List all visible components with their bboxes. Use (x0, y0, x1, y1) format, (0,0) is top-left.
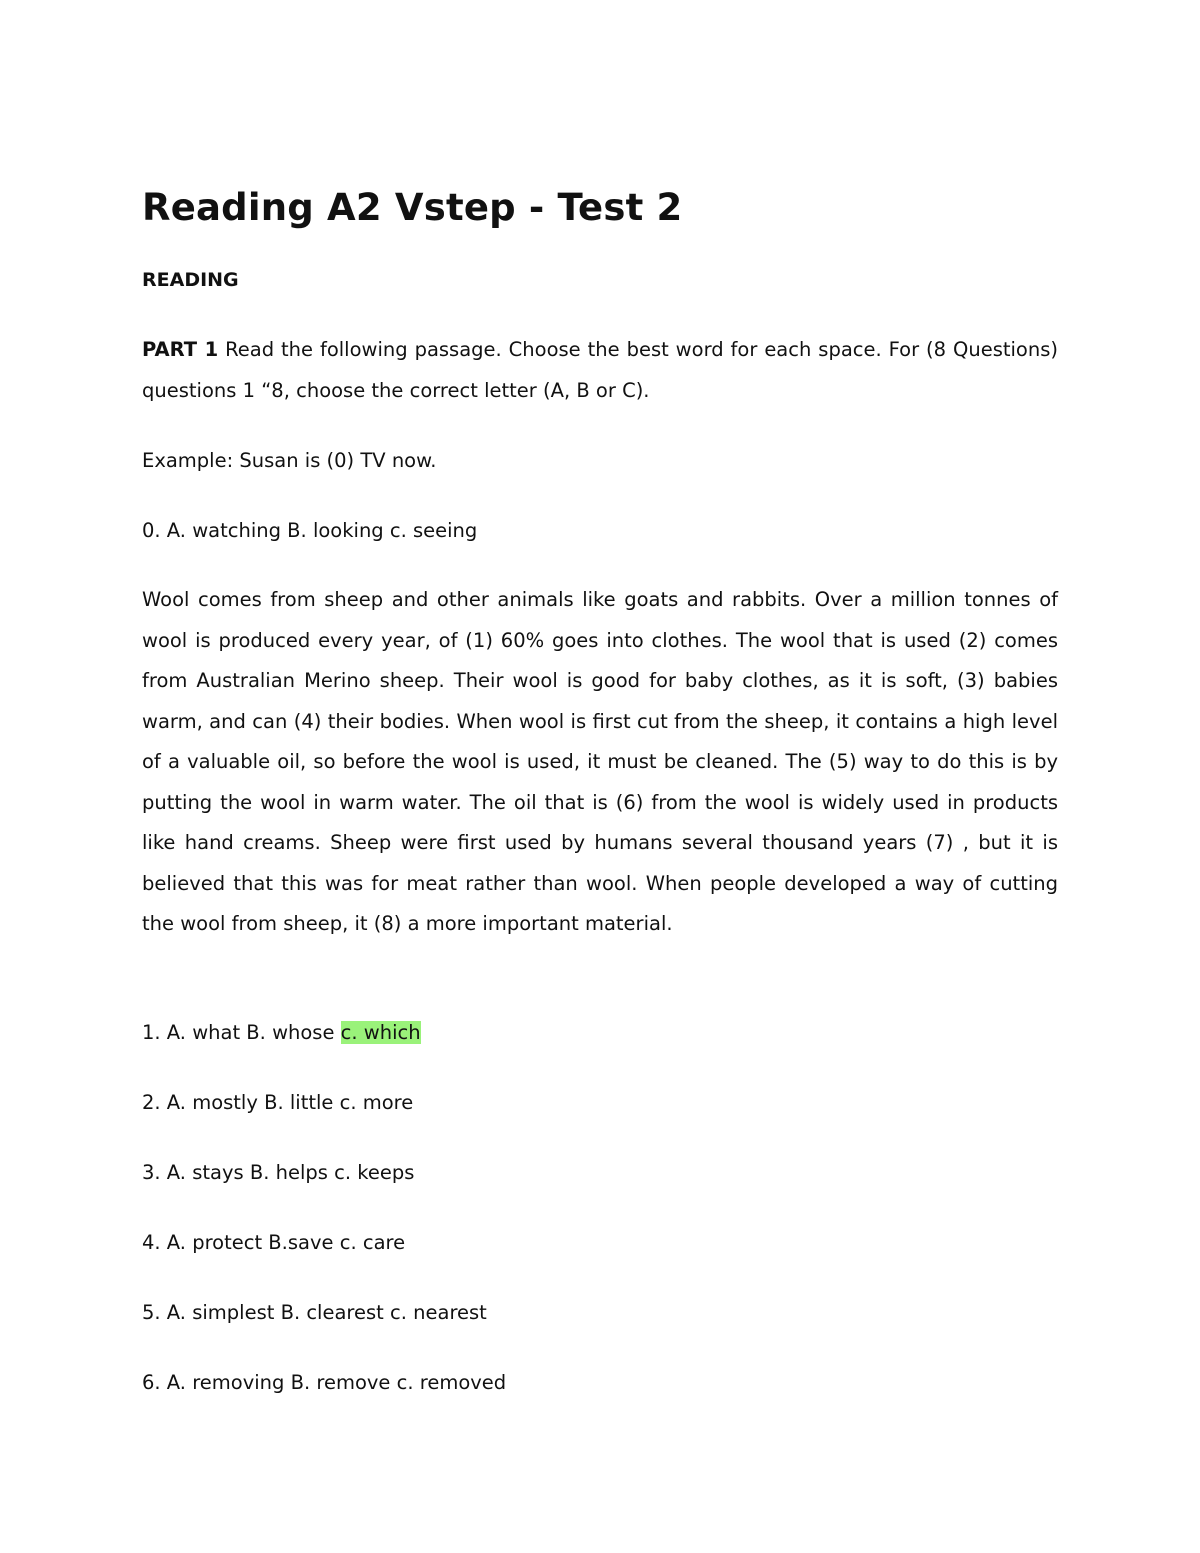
question-4: 4. A. protect B.save c. care (142, 1231, 406, 1254)
example-options: 0. A. watching B. looking c. seeing (142, 519, 478, 542)
part-label: PART 1 (142, 338, 219, 361)
page-title: Reading A2 Vstep - Test 2 (142, 186, 683, 229)
question-1 (142, 1013, 421, 1053)
section-label: READING (142, 269, 239, 291)
question-2: 2. A. mostly B. little c. more (142, 1091, 414, 1114)
reading-passage: Wool comes from sheep and other animals like goats and rabbits. Over a million tonnes of wool is produced every year, of (1) 60% goes into clothes. The wool that is used (2) comes from Australian Merino sheep. Their wool is good for baby clothes, as it is soft, (3) babies warm, and can (4) their bodies. When wool is first cut from the sheep, it contains a high level of a valuable oil, so before the wool is used, it must be cleaned. The (5) way to do this is by putting the wool in warm water. The oil that is (6) from the wool is widely used in products like hand creams. Sheep were first used by humans several thousand years (7) , but it is believed that this was for meat rather than wool. When people developed a way of cutting the wool from sheep, it (8) a more important material. (142, 588, 1058, 935)
part-instruction-text: Read the following passage. Choose the best word for each space. For (8 Questions) questions 1 “8, choose the correct letter (A, B or C). (142, 338, 1058, 402)
question-3: 3. A. stays B. helps c. keeps (142, 1161, 415, 1184)
highlighted-answer: c. which (340, 1021, 421, 1044)
example-sentence: Example: Susan is (0) TV now. (142, 449, 437, 472)
question-5: 5. A. simplest B. clearest c. nearest (142, 1301, 487, 1324)
question-6: 6. A. removing B. remove c. removed (142, 1371, 507, 1394)
part-instruction (142, 330, 1058, 411)
question-1-options: 1. A. what B. whose (142, 1021, 341, 1044)
